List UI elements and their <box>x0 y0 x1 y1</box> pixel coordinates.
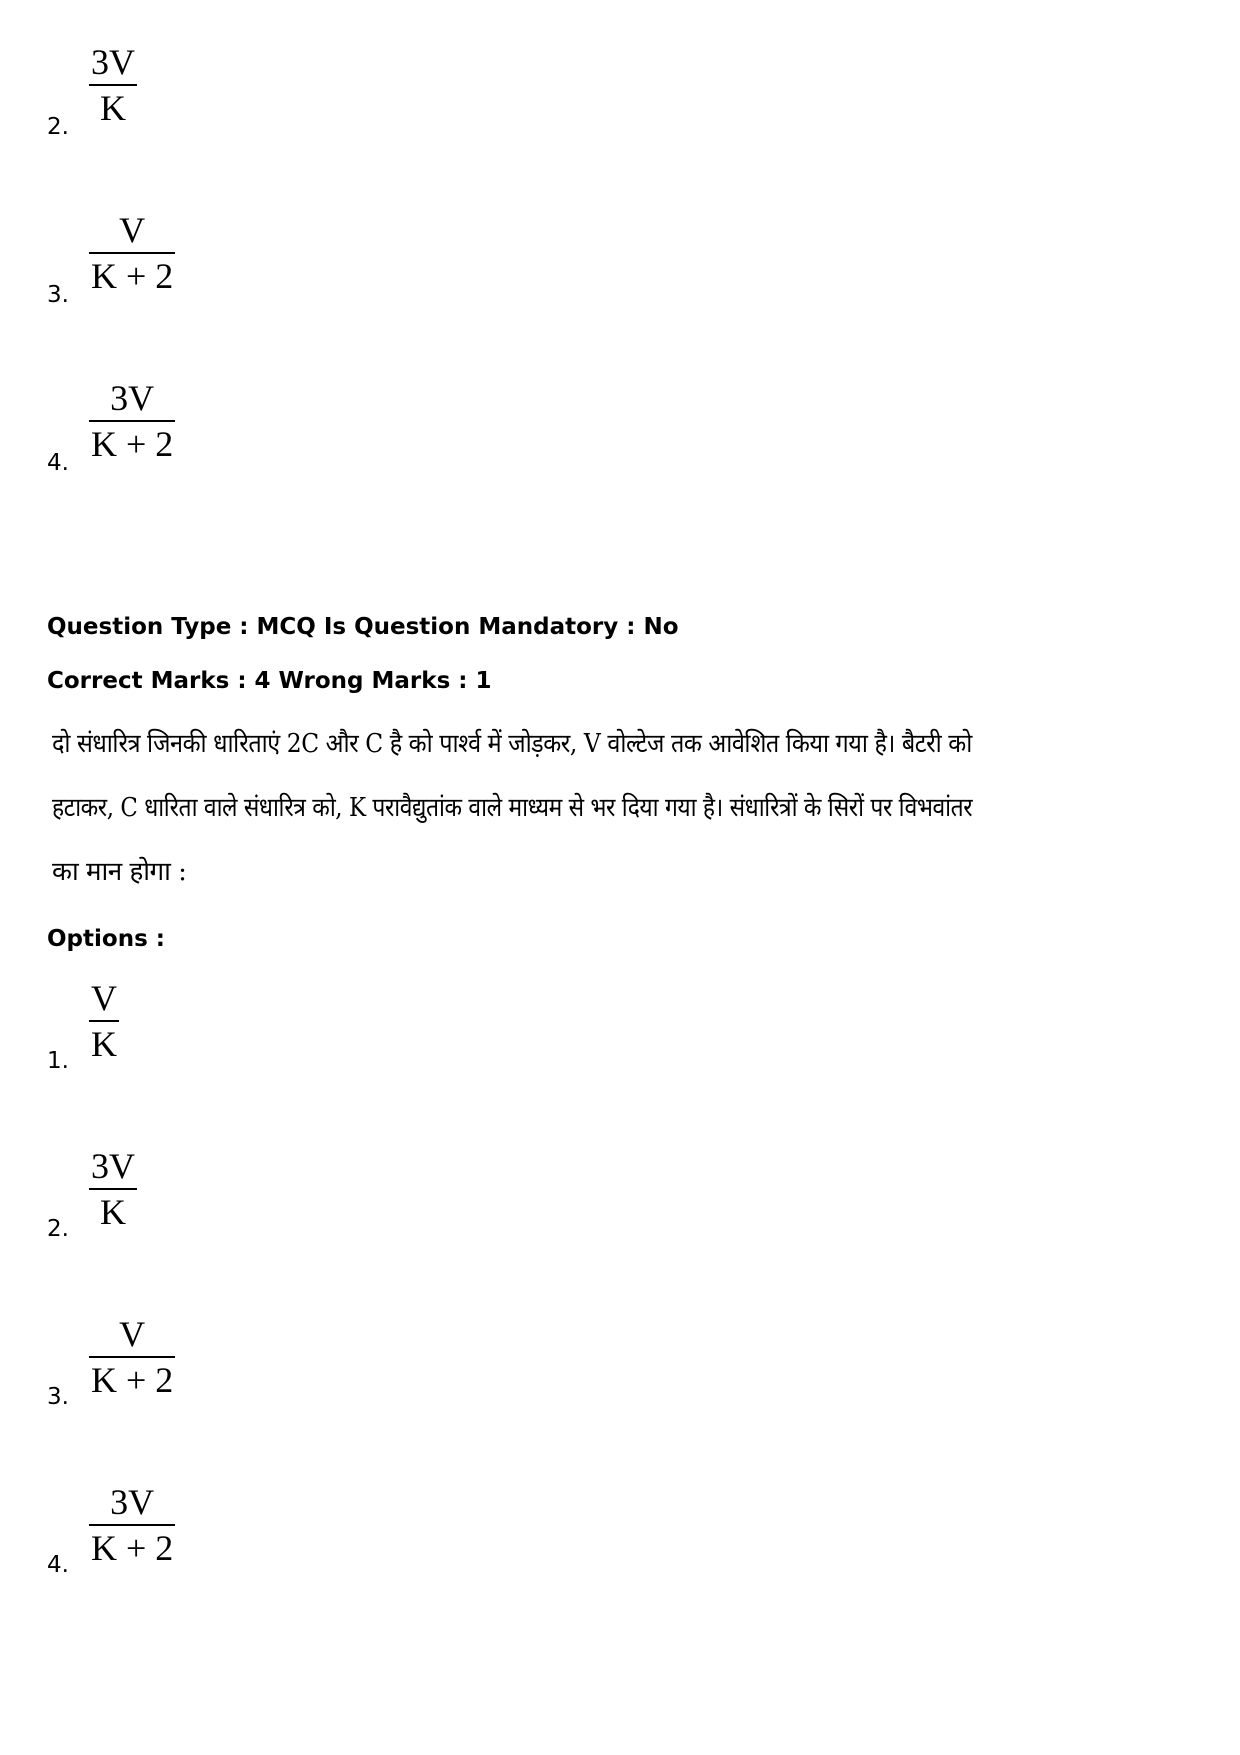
question-text-line: दो संधारित्र जिनकी धारिताएं 2C और C है को पार्श्व में जोड़कर, V वोल्टेज तक आवेशित किया गया है। बैटरी को <box>52 729 972 759</box>
option-2 <box>47 1148 347 1248</box>
option-3 <box>47 1316 347 1416</box>
fraction-numerator: 3V <box>91 1146 135 1186</box>
fraction-numerator: 3V <box>110 378 155 418</box>
top-option-2 <box>47 44 347 144</box>
option-4 <box>47 1484 347 1584</box>
option-fraction <box>89 1484 175 1566</box>
fraction-numerator: 3V <box>110 1482 155 1522</box>
question-text-line: का मान होगा : <box>52 857 187 887</box>
fraction-denominator: K <box>91 1024 117 1064</box>
option-fraction <box>89 212 175 294</box>
options-label: Options : <box>47 926 165 952</box>
fraction-denominator: K + 2 <box>91 1360 174 1400</box>
fraction-numerator: V <box>119 210 146 250</box>
question-type-line: Question Type : MCQ Is Question Mandatory : No <box>47 614 679 640</box>
fraction-numerator: V <box>119 1314 146 1354</box>
fraction-denominator: K + 2 <box>91 256 174 296</box>
option-fraction <box>89 1148 137 1230</box>
fraction-denominator: K <box>100 88 126 128</box>
option-fraction <box>89 980 119 1062</box>
fraction-numerator: 3V <box>91 42 135 82</box>
option-number: 2. <box>47 114 69 140</box>
option-1 <box>47 980 347 1080</box>
fraction-denominator: K + 2 <box>91 1528 174 1568</box>
option-number: 3. <box>47 282 69 308</box>
option-number: 2. <box>47 1216 69 1242</box>
option-fraction <box>89 1316 175 1398</box>
question-text <box>52 712 972 904</box>
option-number: 4. <box>47 450 69 476</box>
fraction-denominator: K + 2 <box>91 424 174 464</box>
fraction-denominator: K <box>100 1192 126 1232</box>
option-number: 4. <box>47 1552 69 1578</box>
option-fraction <box>89 44 137 126</box>
top-option-3 <box>47 212 347 312</box>
option-fraction <box>89 380 175 462</box>
option-number: 1. <box>47 1048 69 1074</box>
fraction-numerator: V <box>91 978 117 1018</box>
top-option-4 <box>47 380 347 480</box>
question-text-line: हटाकर, C धारिता वाले संधारित्र को, K परावैद्युतांक वाले माध्यम से भर दिया गया है। संधारित्रों के सिरों पर विभवांतर <box>52 793 973 823</box>
question-marks-line: Correct Marks : 4 Wrong Marks : 1 <box>47 668 492 694</box>
option-number: 3. <box>47 1384 69 1410</box>
